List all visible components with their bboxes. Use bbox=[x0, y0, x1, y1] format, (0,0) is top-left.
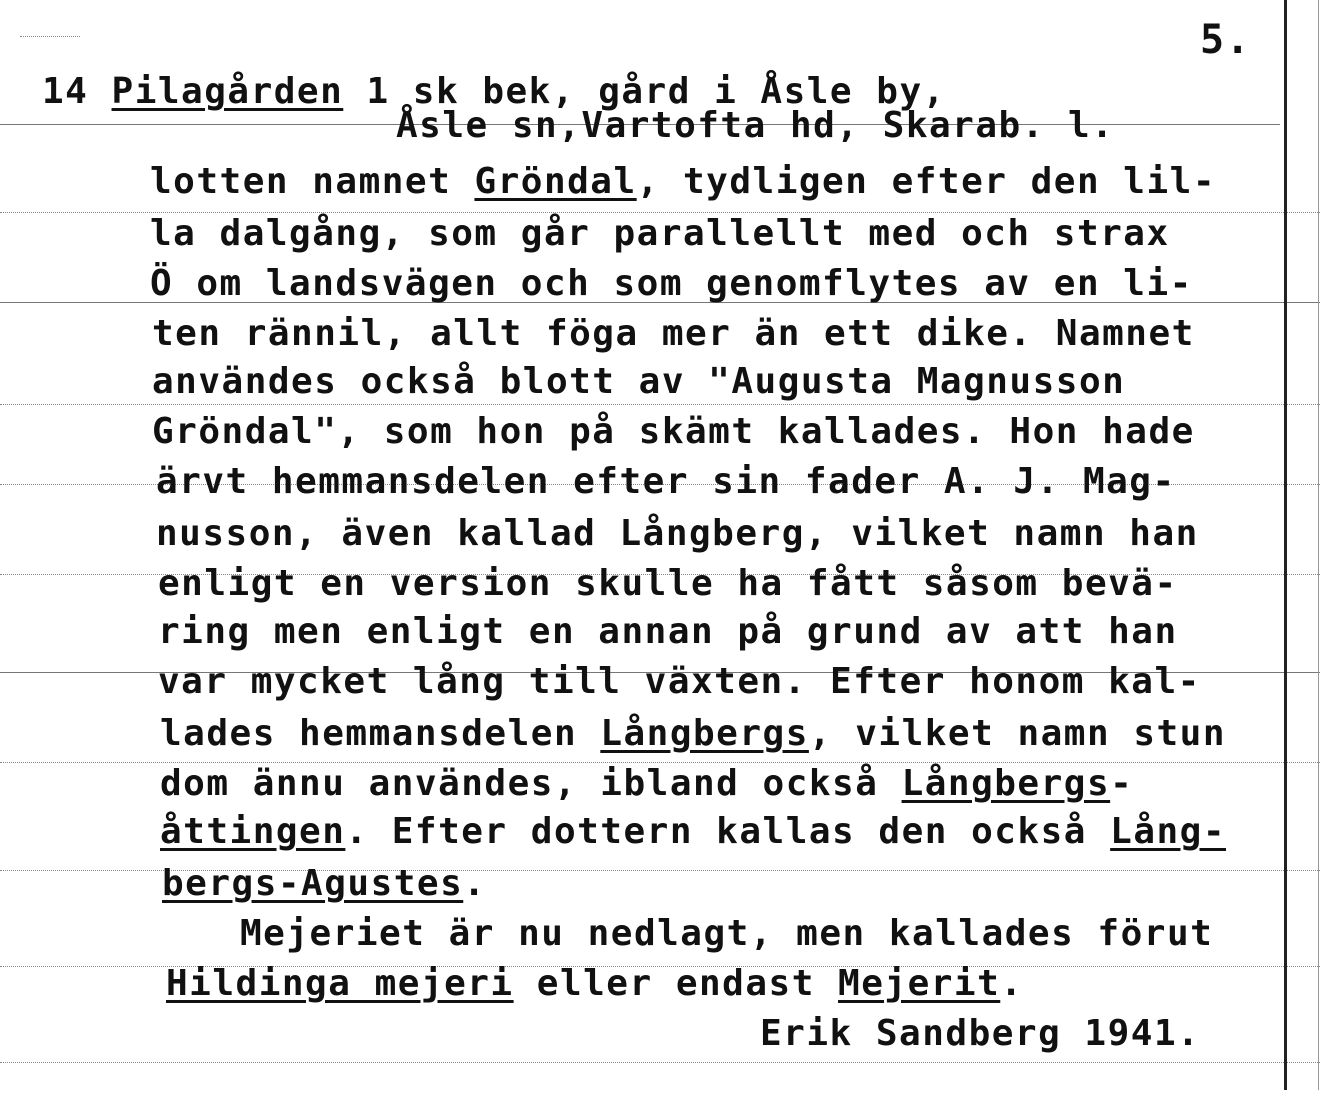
ruled-line bbox=[0, 1062, 1320, 1063]
text-run: . bbox=[1000, 963, 1024, 1004]
text-line bbox=[160, 810, 1226, 854]
text-run: 14 bbox=[42, 71, 112, 112]
text-run: var mycket lång till växten. Efter honom kal- bbox=[158, 661, 1201, 702]
text-run: enligt en version skulle ha fått såsom bevä- bbox=[158, 563, 1178, 604]
page-number: 5. bbox=[1200, 17, 1252, 63]
text-line bbox=[158, 562, 1178, 606]
text-run: ärvt hemmansdelen efter sin fader A. J. Mag- bbox=[156, 461, 1176, 502]
text-run: Mejeriet är nu nedlagt, men kallades förut bbox=[240, 913, 1214, 954]
underlined-term: Pilagården bbox=[111, 71, 344, 112]
text-run: Gröndal", som hon på skämt kallades. Hon hade bbox=[152, 411, 1195, 452]
text-run: nusson, även kallad Långberg, vilket namn han bbox=[156, 513, 1199, 554]
underlined-term: bergs-Agustes bbox=[162, 863, 464, 904]
text-line bbox=[396, 104, 1114, 148]
text-run: användes också blott av "Augusta Magnusson bbox=[152, 361, 1126, 402]
text-line bbox=[160, 712, 1226, 756]
underlined-term: Mejerit bbox=[838, 963, 1001, 1004]
text-line bbox=[150, 160, 1216, 204]
underlined-term: åttingen bbox=[160, 811, 346, 852]
text-run: , vilket namn stun bbox=[808, 713, 1227, 754]
text-run: Erik Sandberg 1941. bbox=[760, 1013, 1201, 1054]
text-line bbox=[150, 262, 1193, 306]
text-run: Ö om landsvägen och som genomflytes av en li- bbox=[150, 263, 1193, 304]
underlined-term: Långbergs bbox=[600, 713, 809, 754]
ruled-line bbox=[20, 36, 80, 37]
text-run: la dalgång, som går parallellt med och strax bbox=[150, 213, 1170, 254]
text-run: - bbox=[1110, 763, 1134, 804]
edge-line bbox=[1318, 0, 1319, 1090]
text-line bbox=[156, 512, 1199, 556]
text-run: ring men enligt en annan på grund av att han bbox=[158, 611, 1178, 652]
text-line bbox=[150, 212, 1170, 256]
text-run: . Efter dottern kallas den också bbox=[345, 811, 1111, 852]
text-line bbox=[240, 912, 1213, 956]
text-run: Åsle sn,Vartofta hd, Skarab. l. bbox=[396, 105, 1115, 146]
text-line bbox=[162, 862, 486, 906]
text-run: . bbox=[463, 863, 487, 904]
text-run: lotten namnet bbox=[150, 161, 475, 202]
text-run: dom ännu användes, ibland också bbox=[160, 763, 902, 804]
margin-line bbox=[1284, 0, 1287, 1090]
text-run: eller endast bbox=[513, 963, 839, 1004]
text-run: lades hemmansdelen bbox=[160, 713, 601, 754]
text-run: , tydligen efter den lil- bbox=[636, 161, 1217, 202]
underlined-term: Långbergs bbox=[901, 763, 1111, 804]
text-line bbox=[166, 962, 1023, 1006]
text-run: 1 sk bek, gård i Åsle by, bbox=[343, 71, 946, 112]
underlined-term: Lång- bbox=[1110, 811, 1227, 852]
underlined-term: Gröndal bbox=[474, 161, 637, 202]
text-run: ten rännil, allt föga mer än ett dike. Namnet bbox=[152, 313, 1195, 354]
text-line bbox=[158, 660, 1201, 704]
text-line bbox=[156, 460, 1176, 504]
ruled-line bbox=[0, 404, 1320, 405]
text-line bbox=[152, 312, 1195, 356]
text-line bbox=[152, 360, 1125, 404]
text-line bbox=[158, 610, 1178, 654]
text-line bbox=[160, 762, 1133, 806]
underlined-term: Hildinga mejeri bbox=[166, 963, 514, 1004]
text-line bbox=[760, 1012, 1200, 1056]
text-line bbox=[152, 410, 1195, 454]
